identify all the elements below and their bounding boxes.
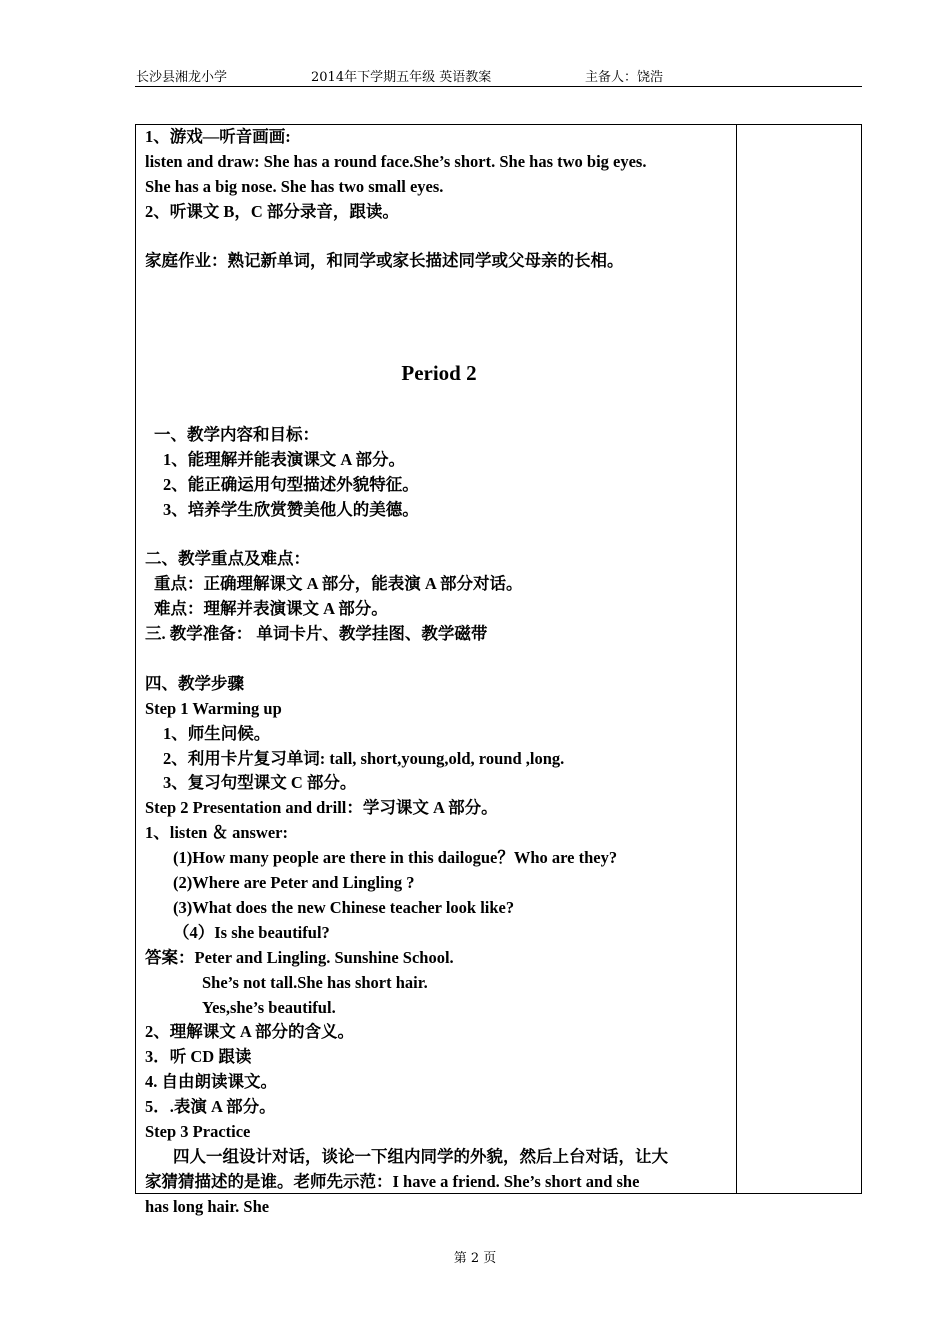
homework-line: 家庭作业：熟记新单词，和同学或家长描述同学或父母亲的长相。 (145, 251, 624, 271)
lesson-content (145, 125, 733, 1220)
text-line: 2、能正确运用句型描述外貌特征。 (163, 474, 419, 494)
question-line: (3)What does the new Chinese teacher look like? (173, 897, 515, 917)
text-line: 1、listen ＆ answer: (145, 823, 288, 843)
lesson-table (135, 124, 862, 1216)
blank-line (145, 647, 733, 672)
header-school: 长沙县湘龙小学 (136, 70, 228, 85)
blank-line (145, 523, 733, 548)
answer-line: She’s not tall.She has short hair. (202, 972, 428, 992)
step-heading: Step 2 Presentation and drill：学习课文 A 部分。 (145, 798, 498, 818)
text-line: 四人一组设计对话，谈论一下组内同学的外貌，然后上台对话，让大 (173, 1146, 668, 1166)
text-line: listen and draw: She has a round face.She’s short. She has two big eyes. (145, 151, 647, 171)
page-header (135, 66, 862, 87)
question-line: (2)Where are Peter and Lingling ? (173, 873, 415, 893)
header-author: 主备人：饶浩 (585, 70, 664, 85)
answer-line: Yes,she’s beautiful. (202, 997, 336, 1017)
blank-line (145, 225, 733, 250)
step-heading: Step 1 Warming up (145, 698, 282, 718)
column-divider (736, 125, 737, 1193)
text-line: 5．.表演 A 部分。 (145, 1097, 276, 1117)
blank-line (145, 274, 733, 299)
text-line: 难点：理解并表演课文 A 部分。 (154, 599, 388, 619)
blank-line (145, 398, 733, 423)
text-line: 2、利用卡片复习单词: tall, short,young,old, round ,long. (163, 748, 565, 768)
text-line: 1、能理解并能表演课文 A 部分。 (163, 449, 406, 469)
period-title: Period 2 (401, 361, 477, 386)
text-line: 2、理解课文 A 部分的含义。 (145, 1022, 355, 1042)
question-line: (1)How many people are there in this dailogue？Who are they? (173, 848, 618, 868)
text-line: 2、听课文 B，C 部分录音，跟读。 (145, 201, 399, 221)
text-line: 3、复习句型课文 C 部分。 (163, 773, 357, 793)
section-heading: 一、教学内容和目标： (154, 425, 319, 445)
step-heading: Step 3 Practice (145, 1121, 251, 1141)
page-number: 第 2 页 (453, 1251, 497, 1266)
text-line: has long hair. She (145, 1196, 270, 1216)
section-heading: 三. 教学准备： 单词卡片、教学挂图、教学磁带 (145, 624, 488, 644)
section-heading: 二、教学重点及难点： (145, 549, 310, 569)
header-term: 2014年下学期五年级 英语教案 (311, 70, 492, 85)
text-line: 家猜猜描述的是谁。老师先示范：I have a friend. She’s short and she (145, 1171, 640, 1191)
text-line: She has a big nose. She has two small eyes. (145, 176, 444, 196)
answer-line: 答案：Peter and Lingling. Sunshine School. (145, 947, 454, 967)
text-line: 4. 自由朗读课文。 (145, 1072, 277, 1092)
question-line: （4）Is she beautiful? (173, 922, 330, 942)
section-heading: 四、教学步骤 (145, 673, 244, 693)
text-line: 1、师生问候。 (163, 723, 271, 743)
text-line: 3．听 CD 跟读 (145, 1047, 252, 1067)
text-line: 重点：正确理解课文 A 部分，能表演 A 部分对话。 (154, 574, 523, 594)
text-line: 3、培养学生欣赏赞美他人的美德。 (163, 499, 419, 519)
blank-line (145, 299, 733, 324)
text-line: 1、游戏—听音画画: (145, 127, 291, 146)
